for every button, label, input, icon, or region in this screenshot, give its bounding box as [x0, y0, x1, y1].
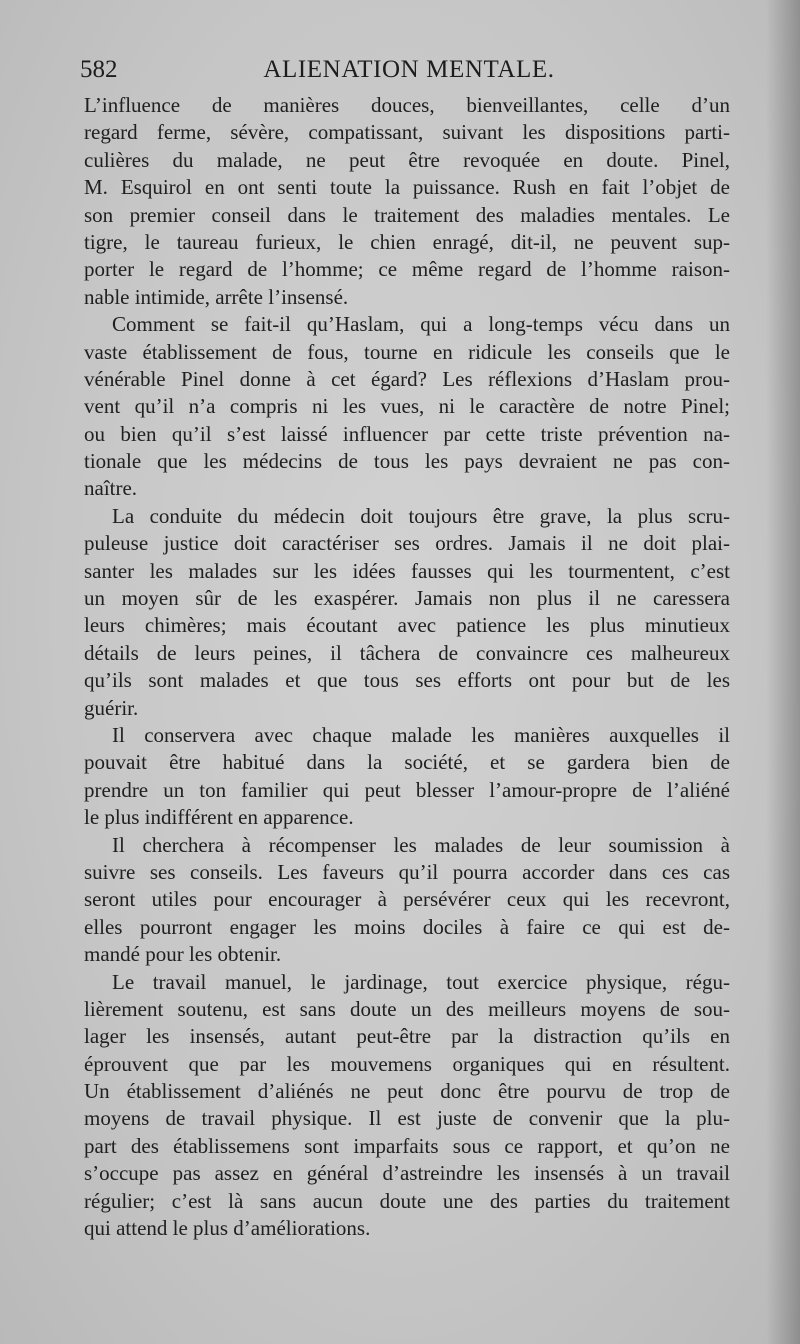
text-line: ou bien qu’il s’est laissé influencer par cette triste prévention na- [84, 421, 730, 446]
running-head-title: ALIENATION MENTALE. [263, 56, 555, 83]
text-line: porter le regard de l’homme; ce même regard de l’homme raison- [84, 257, 730, 282]
text-line: Le travail manuel, le jardinage, tout exercice physique, régu- [112, 969, 730, 994]
text-line: regard ferme, sévère, compatissant, suivant les dispositions parti- [84, 120, 730, 145]
text-line: puleuse justice doit caractériser ses ordres. Jamais il ne doit plai- [84, 531, 730, 556]
text-line: L’influence de manières douces, bienveillantes, celle d’un [84, 93, 730, 117]
text-line: Un établissement d’aliénés ne peut donc être pourvu de trop de [84, 1079, 730, 1104]
paragraph-2 [84, 311, 730, 503]
text-line: lager les insensés, autant peut-être par la distraction qu’ils en [84, 1024, 730, 1049]
paragraph-4 [84, 722, 730, 832]
text-line: La conduite du médecin doit toujours être grave, la plus scru- [112, 503, 730, 528]
text-line: M. Esquirol en ont senti toute la puissance. Rush en fait l’objet de [84, 175, 730, 200]
text-line: qu’ils sont malades et que tous ses efforts ont pour but de les [84, 668, 730, 693]
text-line: naître. [84, 476, 138, 501]
text-line: s’occupe pas assez en général d’astreindre les insensés à un travail [84, 1161, 730, 1186]
text-line: pouvait être habitué dans la société, et se gardera bien de [84, 750, 730, 775]
text-line: Il conservera avec chaque malade les manières auxquelles il [112, 722, 730, 747]
text-line: tigre, le taureau furieux, le chien enragé, dit-il, ne peuvent sup- [84, 229, 730, 254]
paragraph-1 [84, 92, 730, 311]
text-line: tionale que les médecins de tous les pays devraient ne pas con- [84, 449, 730, 474]
text-line: guérir. [84, 695, 139, 720]
text-line: nable intimide, arrête l’insensé. [84, 284, 349, 309]
text-line: suivre ses conseils. Les faveurs qu’il pourra accorder dans ces cas [84, 859, 730, 884]
text-line: leurs chimères; mais écoutant avec patience les plus minutieux [84, 613, 730, 638]
text-line: éprouvent que par les mouvemens organiques qui en résultent. [84, 1051, 730, 1076]
page-edge-shadow [766, 0, 800, 1344]
text-line: mandé pour les obtenir. [84, 942, 282, 967]
text-line: part des établissemens sont imparfaits sous ce rapport, et qu’on ne [84, 1133, 730, 1158]
paragraph-5 [84, 832, 730, 969]
body-text [84, 92, 730, 1242]
text-line: culières du malade, ne peut être revoquée en doute. Pinel, [84, 147, 730, 172]
text-line: prendre un ton familier qui peut blesser l’amour-propre de l’aliéné [84, 777, 730, 802]
text-line: vent qu’il n’a compris ni les vues, ni le caractère de notre Pinel; [84, 394, 730, 419]
text-line: régulier; c’est là sans aucun doute une des parties du traitement [84, 1188, 730, 1213]
text-line: moyens de travail physique. Il est juste de convenir que la plu- [84, 1106, 730, 1131]
text-line: Il cherchera à récompenser les malades de leur soumission à [112, 832, 730, 857]
text-line: vaste établissement de fous, tourne en ridicule les conseils que le [84, 339, 730, 364]
text-line: seront utiles pour encourager à persévérer ceux qui les recevront, [84, 887, 730, 912]
text-line: un moyen sûr de les exaspérer. Jamais non plus il ne caressera [84, 586, 730, 611]
text-line: détails de leurs peines, il tâchera de convaincre ces malheureux [84, 640, 730, 665]
text-line: son premier conseil dans le traitement des maladies mentales. Le [84, 202, 730, 227]
text-line: vénérable Pinel donne à cet égard? Les réflexions d’Haslam prou- [84, 366, 730, 391]
text-line: le plus indifférent en apparence. [84, 805, 354, 830]
text-line: santer les malades sur les idées fausses qui les tourmentent, c’est [84, 558, 730, 583]
page-header [80, 56, 728, 88]
text-line: lièrement soutenu, est sans doute un des meilleurs moyens de sou- [84, 996, 730, 1021]
page-number: 582 [80, 56, 118, 83]
text-line: Comment se fait-il qu’Haslam, qui a long-temps vécu dans un [112, 312, 730, 337]
paragraph-3 [84, 503, 730, 722]
paragraph-6 [84, 969, 730, 1243]
text-line: elles pourront engager les moins dociles à faire ce qui est de- [84, 914, 730, 939]
text-line: qui attend le plus d’améliorations. [84, 1216, 371, 1241]
